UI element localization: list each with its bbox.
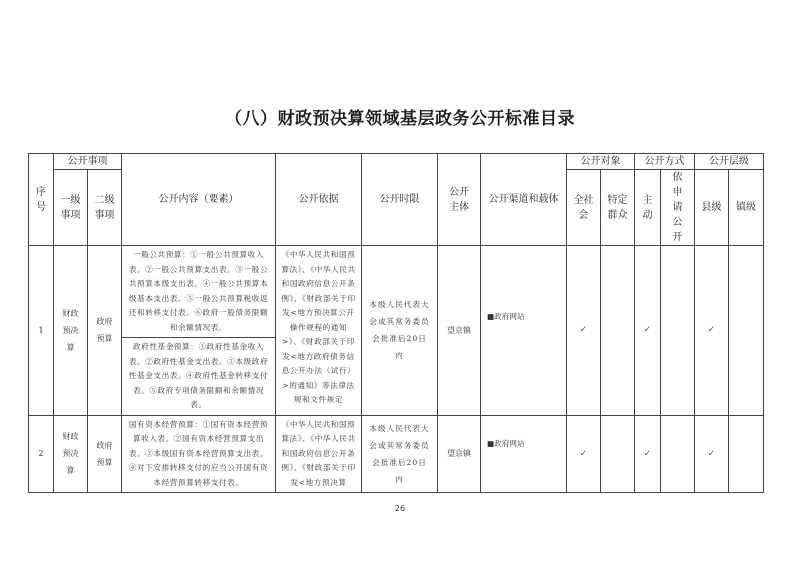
header-level2: 二级事项: [88, 170, 122, 246]
header-method-active: 主动: [635, 170, 661, 246]
header-level-county: 县级: [695, 170, 729, 246]
header-level-group: 公开层级: [695, 154, 764, 170]
header-method-request: 依申请公开: [661, 170, 695, 246]
header-audience-all: 全社会: [567, 170, 601, 246]
row-method-request-check: [661, 415, 695, 493]
row-content: 国有资本经营预算：①国有资本经营预算收入表。②国有资本经营预算支出表。③本级国有资本经营预算支出表。④对下安排转移支付的应当公开国有资本经营预算转移支付表。: [122, 415, 276, 493]
document-title: （八）财政预决算领域基层政务公开标准目录: [225, 109, 575, 129]
row-level-county-check: ✓: [695, 415, 729, 493]
header-level-town: 镇级: [729, 170, 764, 246]
row-seq: 2: [29, 415, 54, 493]
header-items-group: 公开事项: [54, 154, 122, 170]
row-level-county-check: ✓: [695, 246, 729, 416]
row-method-active-check: ✓: [635, 415, 661, 493]
row-deadline: 本级人民代表大会或其常务委员会批准后20日内: [362, 246, 438, 416]
header-channel: 公开渠道和载体: [481, 154, 567, 246]
header-deadline: 公开时限: [362, 154, 438, 246]
table-row: [29, 246, 764, 338]
row-channel: ■政府网站: [481, 246, 567, 416]
table-row: [29, 415, 764, 493]
row-level1: 财政预决算: [54, 246, 88, 416]
row-audience-specific-check: [601, 246, 635, 416]
row-subject: 望京镇: [438, 246, 481, 416]
row-level1: 财政预决算: [54, 415, 88, 493]
row-content: 一般公共预算：①一般公共预算收入表。②一般公共预算支出表。③一般公共预算本级支出表。④一般公共预算本级基本支出表。⑤一般公共预算税收返还和转移支付表。⑥政府一般债务限额和余额情况表。: [122, 246, 276, 338]
row-level2: 政府预算: [88, 246, 122, 416]
header-subject: 公开主体: [438, 154, 481, 246]
row-deadline: 本级人民代表大会或其常务委员会批准后20日内: [362, 415, 438, 493]
header-audience-specific: 特定群众: [601, 170, 635, 246]
row-level-town-check: [729, 415, 764, 493]
row-basis: 《中华人民共和国预算法》、《中华人民共和国政府信息公开条例》、《财政部关于印发<地方预决算: [276, 415, 362, 493]
row-level-town-check: [729, 246, 764, 416]
row-method-active-check: ✓: [635, 246, 661, 416]
row-audience-all-check: ✓: [567, 246, 601, 416]
row-content: 政府性基金预算：①政府性基金收入表。②政府性基金支出表。③本级政府性基金支出表。④政府性基金转移支付表。⑤政府专项债务限额和余额情况表。: [122, 338, 276, 416]
catalog-table: [28, 153, 764, 493]
header-content: 公开内容（要素）: [122, 154, 276, 246]
row-seq: 1: [29, 246, 54, 416]
header-basis: 公开依据: [276, 154, 362, 246]
header-seq: 序号: [29, 154, 54, 246]
row-audience-specific-check: [601, 415, 635, 493]
row-subject: 望京镇: [438, 415, 481, 493]
header-level1: 一级事项: [54, 170, 88, 246]
header-method-group: 公开方式: [635, 154, 695, 170]
row-channel: ■政府网站: [481, 415, 567, 493]
page-number: 26: [394, 504, 406, 513]
row-basis: 《中华人民共和国预算法》、《中华人民共和国政府信息公开条例》、《财政部关于印发<地方预决算公开操作规程的通知>》、《财政部关于印发<地方政府债务信息公开办法（试行）>的通知》等法律法规和文件规定: [276, 246, 362, 416]
header-row-1: [29, 154, 764, 170]
row-method-request-check: [661, 246, 695, 416]
header-audience-group: 公开对象: [567, 154, 635, 170]
row-level2: 政府预算: [88, 415, 122, 493]
row-audience-all-check: ✓: [567, 415, 601, 493]
